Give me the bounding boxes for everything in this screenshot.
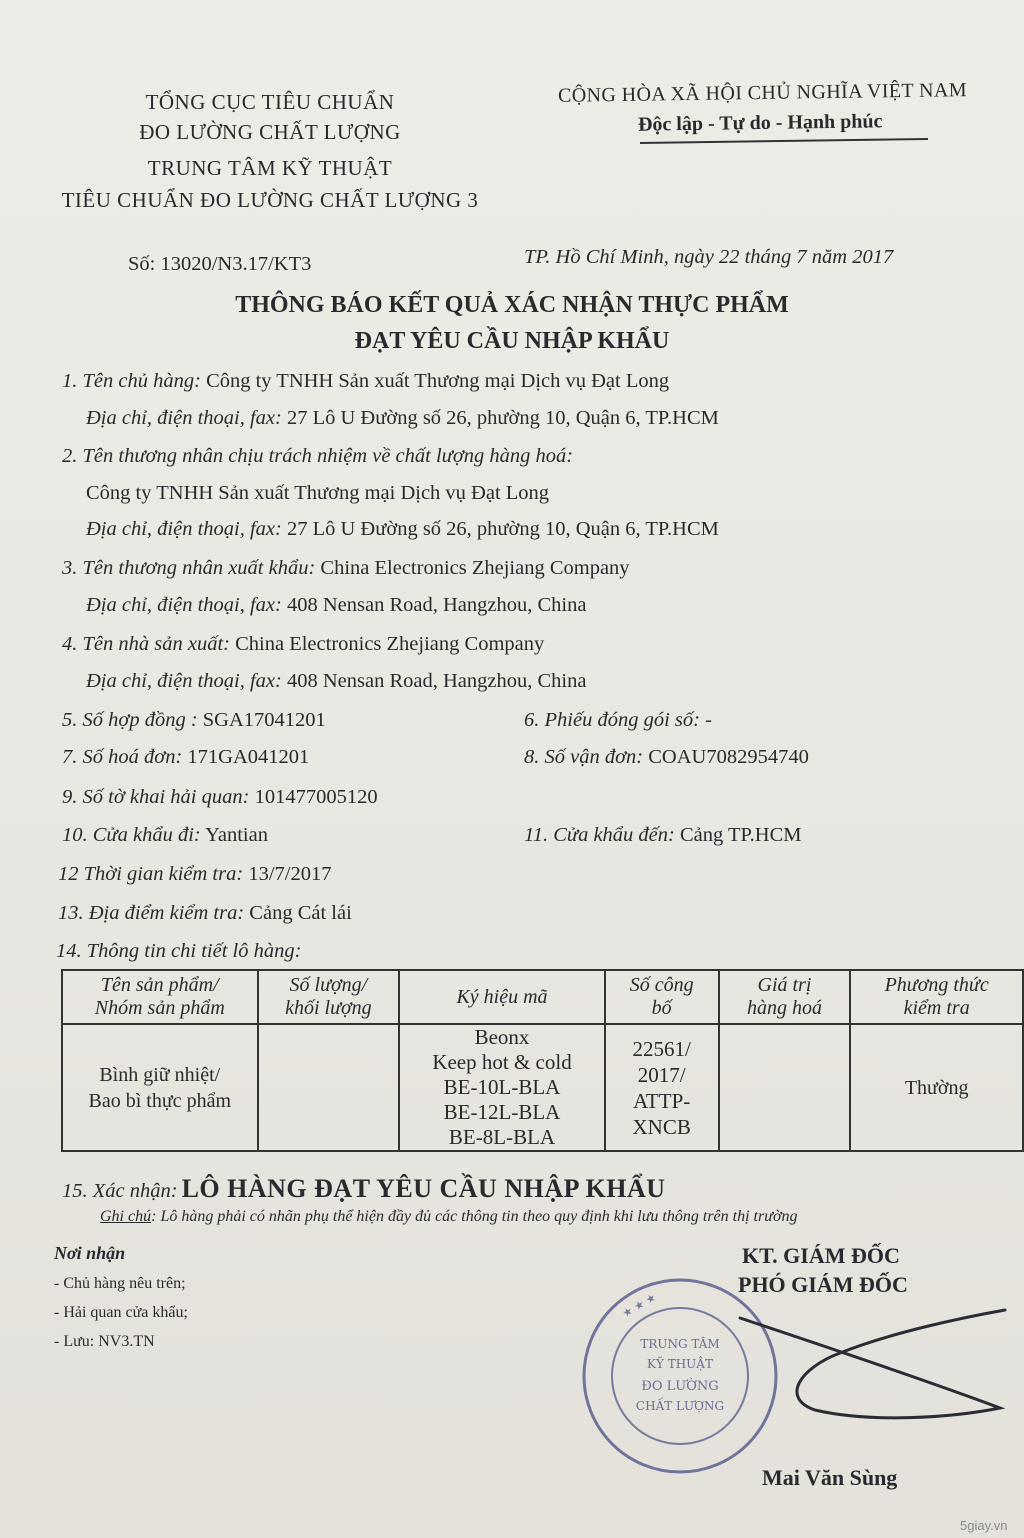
item-time xyxy=(58,863,331,886)
item-invoice-value: 171GA041201 xyxy=(187,746,310,768)
recipient-line-2: - Hải quan cửa khẩu; xyxy=(54,1304,188,1321)
svg-text:CHẤT LƯỢNG: CHẤT LƯỢNG xyxy=(635,1399,725,1413)
address-label: Địa chỉ, điện thoại, fax: xyxy=(86,407,282,429)
cell-text: BE-12L-BLA xyxy=(443,1100,561,1124)
doc-number: Số: 13020/N3.17/KT3 xyxy=(128,253,312,275)
item-exporter-label: 3. Tên thương nhân xuất khẩu: xyxy=(62,557,316,579)
item-depart xyxy=(62,824,268,847)
title-line-2: ĐẠT YÊU CẦU NHẬP KHẨU xyxy=(354,328,670,354)
address-value: 27 Lô U Đường số 26, phường 10, Quận 6, TP.HCM xyxy=(286,518,719,540)
header-text: kiểm tra xyxy=(903,997,970,1019)
item-maker xyxy=(62,633,544,656)
header-product xyxy=(62,970,258,1024)
item-customs-value: 101477005120 xyxy=(254,786,378,808)
item-trader-value: Công ty TNHH Sản xuất Thương mại Dịch vụ Đạt Long xyxy=(86,482,550,504)
item-owner-label: 1. Tên chủ hàng: xyxy=(62,370,201,392)
address-label: Địa chỉ, điện thoại, fax: xyxy=(86,518,282,540)
header-value xyxy=(719,970,851,1024)
item-maker-label: 4. Tên nhà sản xuất: xyxy=(62,633,230,655)
address-label: Địa chỉ, điện thoại, fax: xyxy=(86,670,282,692)
item-exporter-value: China Electronics Zhejiang Company xyxy=(320,557,630,579)
handwritten-signature xyxy=(720,1298,1020,1448)
item-exporter xyxy=(62,557,630,580)
cell-method: Thường xyxy=(850,1024,1023,1151)
header-method xyxy=(850,970,1023,1024)
cell-text: Keep hot & cold xyxy=(432,1050,572,1074)
note-label: Ghi chú xyxy=(100,1208,152,1225)
item-owner-address xyxy=(86,407,719,430)
item-exporter-address xyxy=(86,594,586,617)
header-text: Giá trị xyxy=(757,974,812,996)
cell-codes xyxy=(399,1024,605,1151)
motto: Độc lập - Tự do - Hạnh phúc xyxy=(637,110,883,136)
table-row xyxy=(62,1024,1023,1151)
item-arrive-value: Cảng TP.HCM xyxy=(679,824,802,846)
agency-line-2: ĐO LƯỜNG CHẤT LƯỢNG xyxy=(139,120,401,144)
item-bill-label: 8. Số vận đơn: xyxy=(524,746,644,768)
cell-text: 2017/ xyxy=(637,1062,686,1087)
item-detail-label: 14. Thông tin chi tiết lô hàng: xyxy=(56,940,302,962)
table-header-row xyxy=(62,970,1023,1024)
header-text: Số công xyxy=(629,974,694,996)
item-depart-label: 10. Cửa khẩu đi: xyxy=(62,824,201,846)
agency-line-1: TỔNG CỤC TIÊU CHUẨN xyxy=(145,90,395,114)
header-code xyxy=(399,970,605,1024)
header-text: hàng hoá xyxy=(746,997,822,1019)
cell-product xyxy=(62,1024,258,1151)
item-place-value: Cảng Cát lái xyxy=(249,902,352,924)
cell-value xyxy=(719,1024,851,1151)
header-text: Phương thức xyxy=(884,974,989,996)
cell-quantity xyxy=(258,1024,400,1151)
item-owner-value: Công ty TNHH Sản xuất Thương mại Dịch vụ Đạt Long xyxy=(206,370,670,392)
agency-line-4: TIÊU CHUẨN ĐO LƯỜNG CHẤT LƯỢNG 3 xyxy=(61,188,479,212)
item-depart-value: Yantian xyxy=(205,824,268,846)
item-contract xyxy=(62,709,326,732)
cell-text: Bình giữ nhiệt/ xyxy=(99,1063,221,1086)
item-bill xyxy=(524,746,809,769)
item-place xyxy=(58,902,352,925)
item-contract-value: SGA17041201 xyxy=(202,709,326,731)
recipient-line-3: - Lưu: NV3.TN xyxy=(54,1333,155,1350)
item-customs xyxy=(62,786,378,809)
cell-text: 22561/ xyxy=(632,1036,691,1061)
header-text: Nhóm sản phẩm xyxy=(94,997,225,1019)
item-time-label: 12 Thời gian kiểm tra: xyxy=(58,863,244,885)
cell-text: BE-10L-BLA xyxy=(443,1075,561,1099)
header-text: bố xyxy=(651,997,672,1019)
note-text: : Lô hàng phải có nhãn phụ thể hiện đầy đủ các thông tin theo quy định khi lưu thông trên thị trường xyxy=(151,1208,798,1225)
item-packing-label: 6. Phiếu đóng gói số: xyxy=(524,709,700,731)
item-maker-address xyxy=(86,670,586,693)
signature-title-1: KT. GIÁM ĐỐC xyxy=(742,1243,900,1268)
item-bill-value: COAU7082954740 xyxy=(648,746,809,768)
address-label: Địa chỉ, điện thoại, fax: xyxy=(86,594,282,616)
cell-text: ATTP- xyxy=(633,1088,691,1113)
address-value: 408 Nensan Road, Hangzhou, China xyxy=(286,670,587,692)
signature-title-2: PHÓ GIÁM ĐỐC xyxy=(738,1272,908,1297)
item-invoice-label: 7. Số hoá đơn: xyxy=(62,746,183,768)
header-text: Ký hiệu mã xyxy=(456,985,548,1008)
address-value: 27 Lô U Đường số 26, phường 10, Quận 6, TP.HCM xyxy=(286,407,719,429)
svg-text:TRUNG TÂM: TRUNG TÂM xyxy=(640,1337,720,1351)
item-trader-label: 2. Tên thương nhân chịu trách nhiệm về chất lượng hàng hoá: xyxy=(62,445,574,467)
svg-text:ĐO LƯỜNG: ĐO LƯỜNG xyxy=(641,1379,719,1394)
watermark: 5giay.vn xyxy=(960,1518,1008,1533)
address-value: 408 Nensan Road, Hangzhou, China xyxy=(286,594,587,616)
header-text: Tên sản phẩm/ xyxy=(100,974,219,996)
item-packing xyxy=(524,709,712,732)
motto-underline xyxy=(640,138,928,144)
cell-publication xyxy=(605,1024,719,1151)
cell-text: BE-8L-BLA xyxy=(448,1125,556,1149)
item-maker-value: China Electronics Zhejiang Company xyxy=(235,633,545,655)
item-customs-label: 9. Số tờ khai hải quan: xyxy=(62,786,250,808)
item-arrive-label: 11. Cửa khẩu đến: xyxy=(524,824,675,846)
svg-text:★ ★ ★: ★ ★ ★ xyxy=(620,1290,659,1321)
item-time-value: 13/7/2017 xyxy=(248,863,332,885)
confirmation-label: 15. Xác nhận: xyxy=(62,1180,178,1202)
cell-text: XNCB xyxy=(632,1114,691,1139)
item-packing-value: - xyxy=(705,709,712,731)
svg-text:KỸ THUẬT: KỸ THUẬT xyxy=(647,1357,713,1371)
cell-text: Bao bì thực phẩm xyxy=(88,1089,231,1112)
header-publication xyxy=(605,970,719,1024)
header-quantity xyxy=(258,970,400,1024)
header-text: khối lượng xyxy=(285,997,372,1019)
goods-table xyxy=(61,969,1024,1152)
title-line-1: THÔNG BÁO KẾT QUẢ XÁC NHẬN THỰC PHẨM xyxy=(235,292,789,318)
place-date: TP. Hồ Chí Minh, ngày 22 tháng 7 năm 2017 xyxy=(524,246,894,268)
country-name: CỘNG HÒA XÃ HỘI CHỦ NGHĨA VIỆT NAM xyxy=(557,79,968,107)
confirmation xyxy=(62,1174,666,1204)
note xyxy=(100,1208,797,1226)
recipient-line-1: - Chủ hàng nêu trên; xyxy=(54,1275,186,1292)
signer-name: Mai Văn Sùng xyxy=(762,1465,898,1490)
item-arrive xyxy=(524,824,802,847)
item-owner xyxy=(62,370,669,393)
cell-text: Beonx xyxy=(474,1025,530,1049)
agency-line-3: TRUNG TÂM KỸ THUẬT xyxy=(147,156,393,180)
header-text: Số lượng/ xyxy=(289,974,368,996)
item-invoice xyxy=(62,746,309,769)
item-contract-label: 5. Số hợp đồng : xyxy=(62,709,198,731)
item-place-label: 13. Địa điểm kiểm tra: xyxy=(58,902,245,924)
item-trader-address xyxy=(86,518,719,541)
confirmation-value: LÔ HÀNG ĐẠT YÊU CẦU NHẬP KHẨU xyxy=(181,1174,666,1203)
recipients-title: Nơi nhận xyxy=(54,1243,126,1263)
